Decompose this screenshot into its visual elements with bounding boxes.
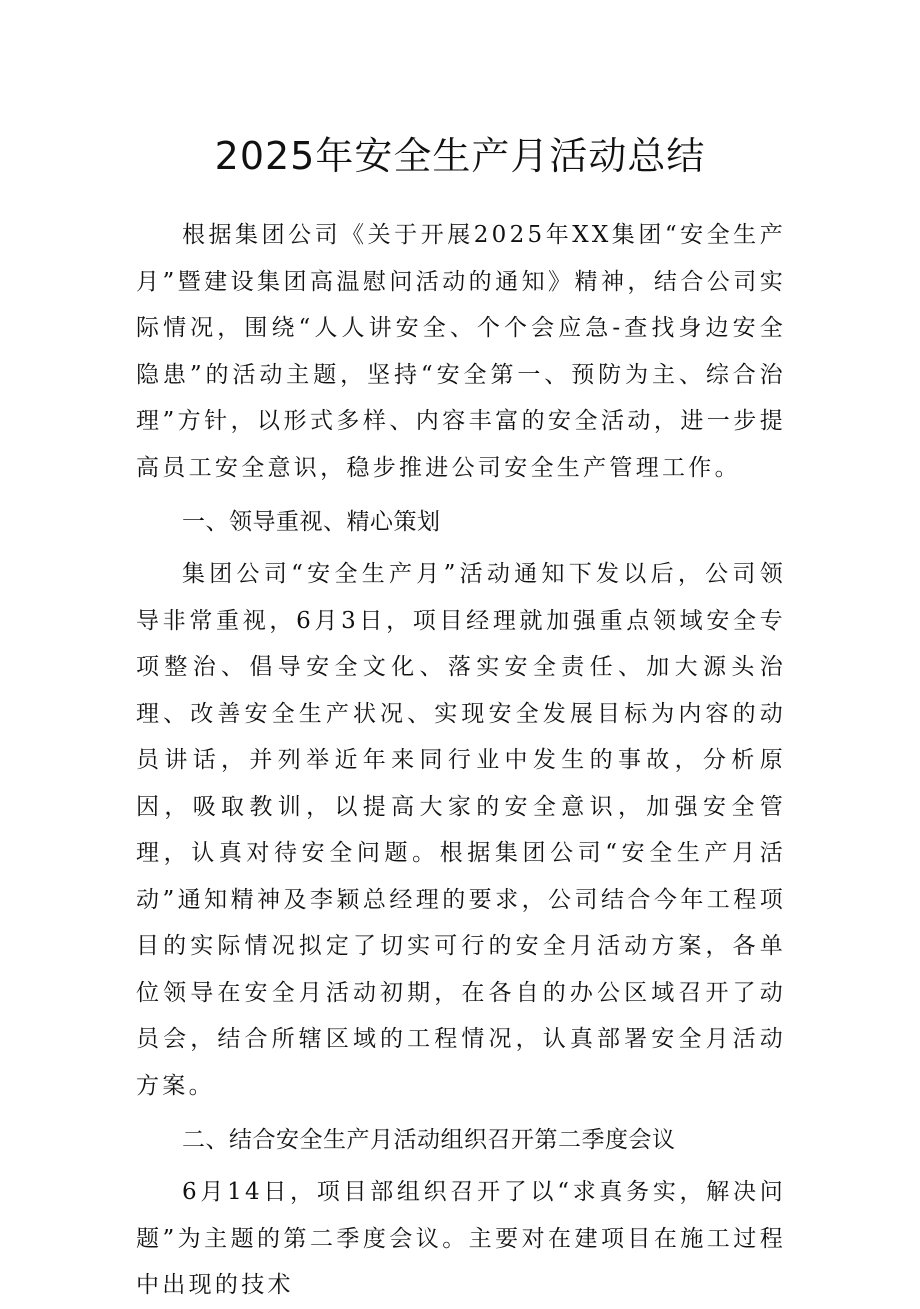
section-1-heading: 一、领导重视、精心策划 <box>182 509 441 535</box>
document-body <box>136 212 786 1309</box>
document-title: 2025年安全生产月活动总结 <box>214 134 706 178</box>
section-2-paragraph: 6月14日，项目部组织召开了以“求真务实，解决问题”为主题的第二季度会议。主要对在建项目在施工过程中出现的技术 <box>136 1179 786 1298</box>
section-1-paragraph: 集团公司“安全生产月”活动通知下发以后，公司领导非常重视，6月3日，项目经理就加强重点领域安全专项整治、倡导安全文化、落实安全责任、加大源头治理、改善安全生产状况、实现安全发展目标为内容的动员讲话，并列举近年来同行业中发生的事故，分析原因，吸取教训，以提高大家的安全意识，加强安全管理，认真对待安全问题。根据集团公司“安全生产月活动”通知精神及李颖总经理的要求，公司结合今年工程项目的实际情况拟定了切实可行的安全月活动方案，各单位领导在安全月活动初期，在各自的办公区域召开了动员会，结合所辖区域的工程情况，认真部署安全月活动方案。 <box>136 561 786 1099</box>
section-2-heading: 二、结合安全生产月活动组织召开第二季度会议 <box>182 1127 676 1153</box>
intro-paragraph: 根据集团公司《关于开展2025年XX集团“安全生产月”暨建设集团高温慰问活动的通知》精神，结合公司实际情况，围绕“人人讲安全、个个会应急-查找身边安全隐患”的活动主题，坚持“安全第一、预防为主、综合治理”方针，以形式多样、内容丰富的安全活动，进一步提高员工安全意识，稳步推进公司安全生产管理工作。 <box>136 222 786 481</box>
